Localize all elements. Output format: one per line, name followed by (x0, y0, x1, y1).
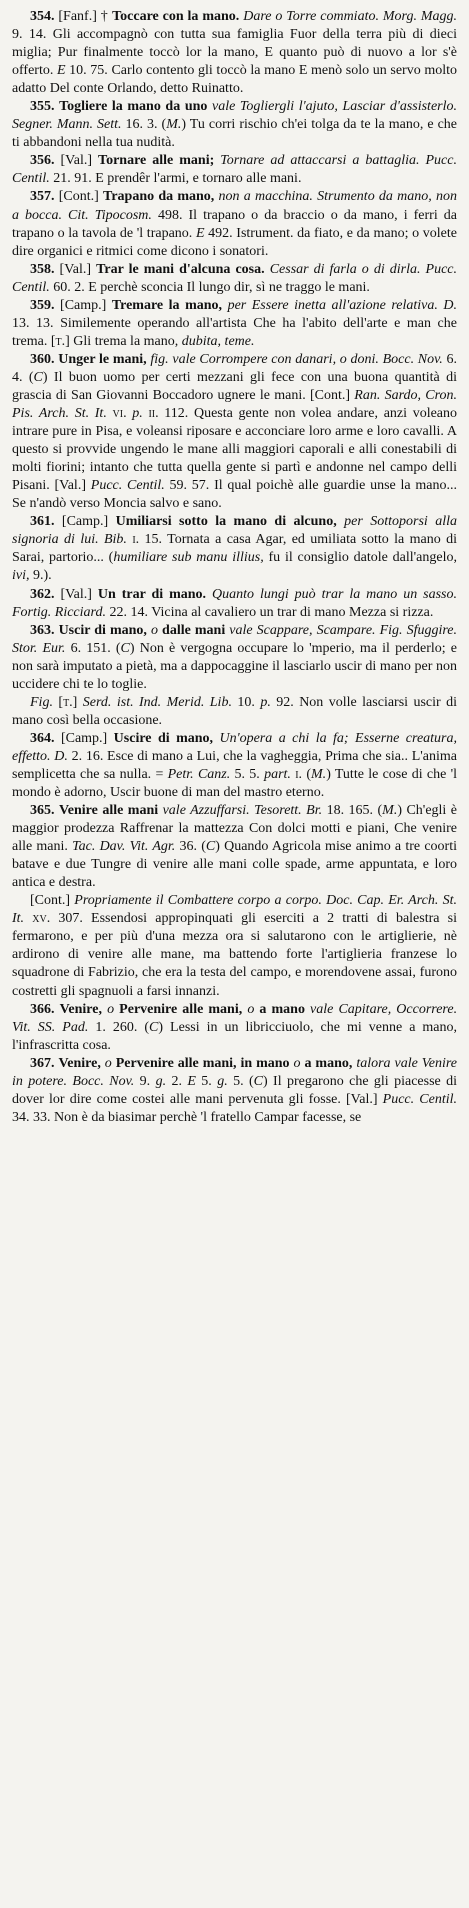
entry-357 (12, 188, 457, 260)
entry-359 (12, 297, 457, 351)
entry-text: 354. [Fanf.] † Toccare con la mano. Dare o Torre commiato. Morg. Magg. 9. 14. Gli accompagnò con tutta sua famiglia Fuor della terra più di dieci miglia; Pur finalmente toccò lor la mano, E quanto può di nuovo a lor s'è offerto. E 10. 75. Carlo contento gli toccò la mano E menò solo un servo molto adatto Del conte Orlando, detto Ruinatto. (12, 9, 458, 97)
entry-358 (12, 261, 457, 297)
entry-text: 365. Venire alle mani vale Azzuffarsi. Tesorett. Br. 18. 165. (M.) Ch'egli è maggior prodezza Raffrenar la mattezza Con dolci motti e piani, Che venire alle mani. Tac. Dav. Vit. Agr. 36. (C) Quando Agricola mise animo a tre coorti batave e due Tungre di venire alle mani colle spade, arme appuntata, e loro antica e destra. (12, 803, 458, 891)
entry-text: 360. Unger le mani, fig. vale Corrompere con danari, o doni. Bocc. Nov. 6. 4. (C) Il buon uomo per certi mezzani gli fece con una buona quantità di grascia di San Giovanni Boccadoro ugnere le mani. [Cont.] Ran. Sardo, Cron. Pis. Arch. St. It. vi. p. ii. 112. Questa gente non volea andare, anzi voleano intrare pure in Pisa, e voleansi riposare e acconciare loro arme e loro cavalli. A questo si provvide ungendo le mane alli maggiori caporali e alli conestabili di molti fiorini; intanto che tutta quella gente si partì e andonne nel campo delli Pisani. [Val.] Pucc. Centil. 59. 57. Il qual poichè alle guardie unse la mano... Se n'andò verso Moncia salvo e sano. (12, 351, 458, 512)
entry-text: 355. Togliere la mano da uno vale Togliergli l'ajuto, Lasciar d'assisterlo. Segner. Mann. Sett. 16. 3. (M.) Tu corri rischio ch'ei tolga da te la mano, e che ti abbandoni nella tua nudità. (12, 99, 458, 151)
entry-360 (12, 351, 457, 513)
entry-text: 363. Uscir di mano, o dalle mani vale Scappare, Scampare. Fig. Sfuggire. Stor. Eur. 6. 151. (C) Non è vergogna occupare lo 'mperio, ma il perderlo; e non sarà imputato a pietà, ma a dappocaggine il lasciarlo uscir di mano per non uccidere chi te lo toglie. (12, 622, 458, 692)
entry-366 (12, 1001, 457, 1055)
entry-365 (12, 802, 457, 1001)
entry-356 (12, 152, 457, 188)
entry-text: 361. [Camp.] Umiliarsi sotto la mano di alcuno, per Sottoporsi alla signoria di lui. Bib. i. 15. Tornata a casa Agar, ed umiliata sotto la mano di Sarai, partorio... (humiliare sub manu illius, fu il consiglio datole dall'angelo, ivi, 9.). (12, 514, 458, 584)
entry-text: 364. [Camp.] Uscire di mano, Un'opera a chi la fa; Esserne creatura, effetto. D. 2. 16. Esce di mano a Lui, che la vagheggia, Prima che sia.. L'anima semplicetta che sa nulla. = Petr. Canz. 5. 5. part. i. (M.) Tutte le cose di che 'l mondo è adorno, Uscir buone di man del mastro eterno. (12, 730, 458, 801)
entry-364 (12, 730, 457, 802)
entry-text: 362. [Val.] Un trar di mano. Quanto lungi può trar la mano un sasso. Fortig. Ricciard. 22. 14. Vicina al cavaliero un trar di mano Mezza si rizza. (12, 586, 458, 620)
entry-355 (12, 98, 457, 152)
entry-text: 367. Venire, o Pervenire alle mani, in mano o a mano, talora vale Venire in potere. Bocc. Nov. 9. g. 2. E 5. g. 5. (C) Il pregarono che gli piacesse di dover lor dire come costei alle mani pervenuta gli fosse. [Val.] Pucc. Centil. 34. 33. Non è da biasimar perchè 'l fratello Campar facesse, se (12, 1055, 458, 1125)
entry-subparagraph: Fig. [t.] Serd. ist. Ind. Merid. Lib. 10. p. 92. Non volle lasciarsi uscir di mano così bella occasione. (12, 694, 458, 728)
entry-367 (12, 1055, 457, 1127)
entry-text: 356. [Val.] Tornare alle mani; Tornare ad attaccarsi a battaglia. Pucc. Centil. 21. 91. E prendêr l'armi, e tornaro alle mani. (12, 153, 457, 187)
entry-362 (12, 586, 457, 622)
entry-text: 357. [Cont.] Trapano da mano, non a macchina. Strumento da mano, non a bocca. Cit. Tipocosm. 498. Il trapano o da braccio o da mano, i ferri da trapano o la tavola de 'l trapano. E 492. Istrument. da fiato, e da mano; o volete dire organici e ritmici come dicono i sonatori. (12, 189, 457, 259)
entry-text: 359. [Camp.] Tremare la mano, per Essere inetta all'azione relativa. D. 13. 13. Similemente operando all'artista Che ha l'abito dell'arte e man che trema. [t.] Gli trema la mano, dubita, teme. (12, 297, 458, 349)
entry-subparagraph: [Cont.] Propriamente il Combattere corpo a corpo. Doc. Cap. Er. Arch. St. It. xv. 307. Essendosi appropinquati gli eserciti a 2 tratti di balestra si fermarono, e per più d'una mezza ora si salutarono con le artiglierie, nè ardirono di venire alle mane, ma battendo forte l'artiglieria franzese lo squadrone di Fabrizio, che era la testa del campo, e morendovene assai, furono costretti gli spagnuoli a farsi innanzi. (12, 893, 458, 999)
entry-text: 366. Venire, o Pervenire alle mani, o a mano vale Capitare, Occorrere. Vit. SS. Pad. 1. 260. (C) Lessi in un libricciuolo, che mi venne a mano, l'infrascritta cosa. (12, 1001, 458, 1053)
entry-354 (12, 8, 457, 98)
entry-363 (12, 622, 457, 730)
entry-361 (12, 513, 457, 585)
entry-text: 358. [Val.] Trar le mani d'alcuna cosa. Cessar di farla o di dirla. Pucc. Centil. 60. 2. E perchè sconcia Il lungo dir, sì ne traggo le mani. (12, 261, 457, 295)
entry-list (12, 8, 457, 1127)
